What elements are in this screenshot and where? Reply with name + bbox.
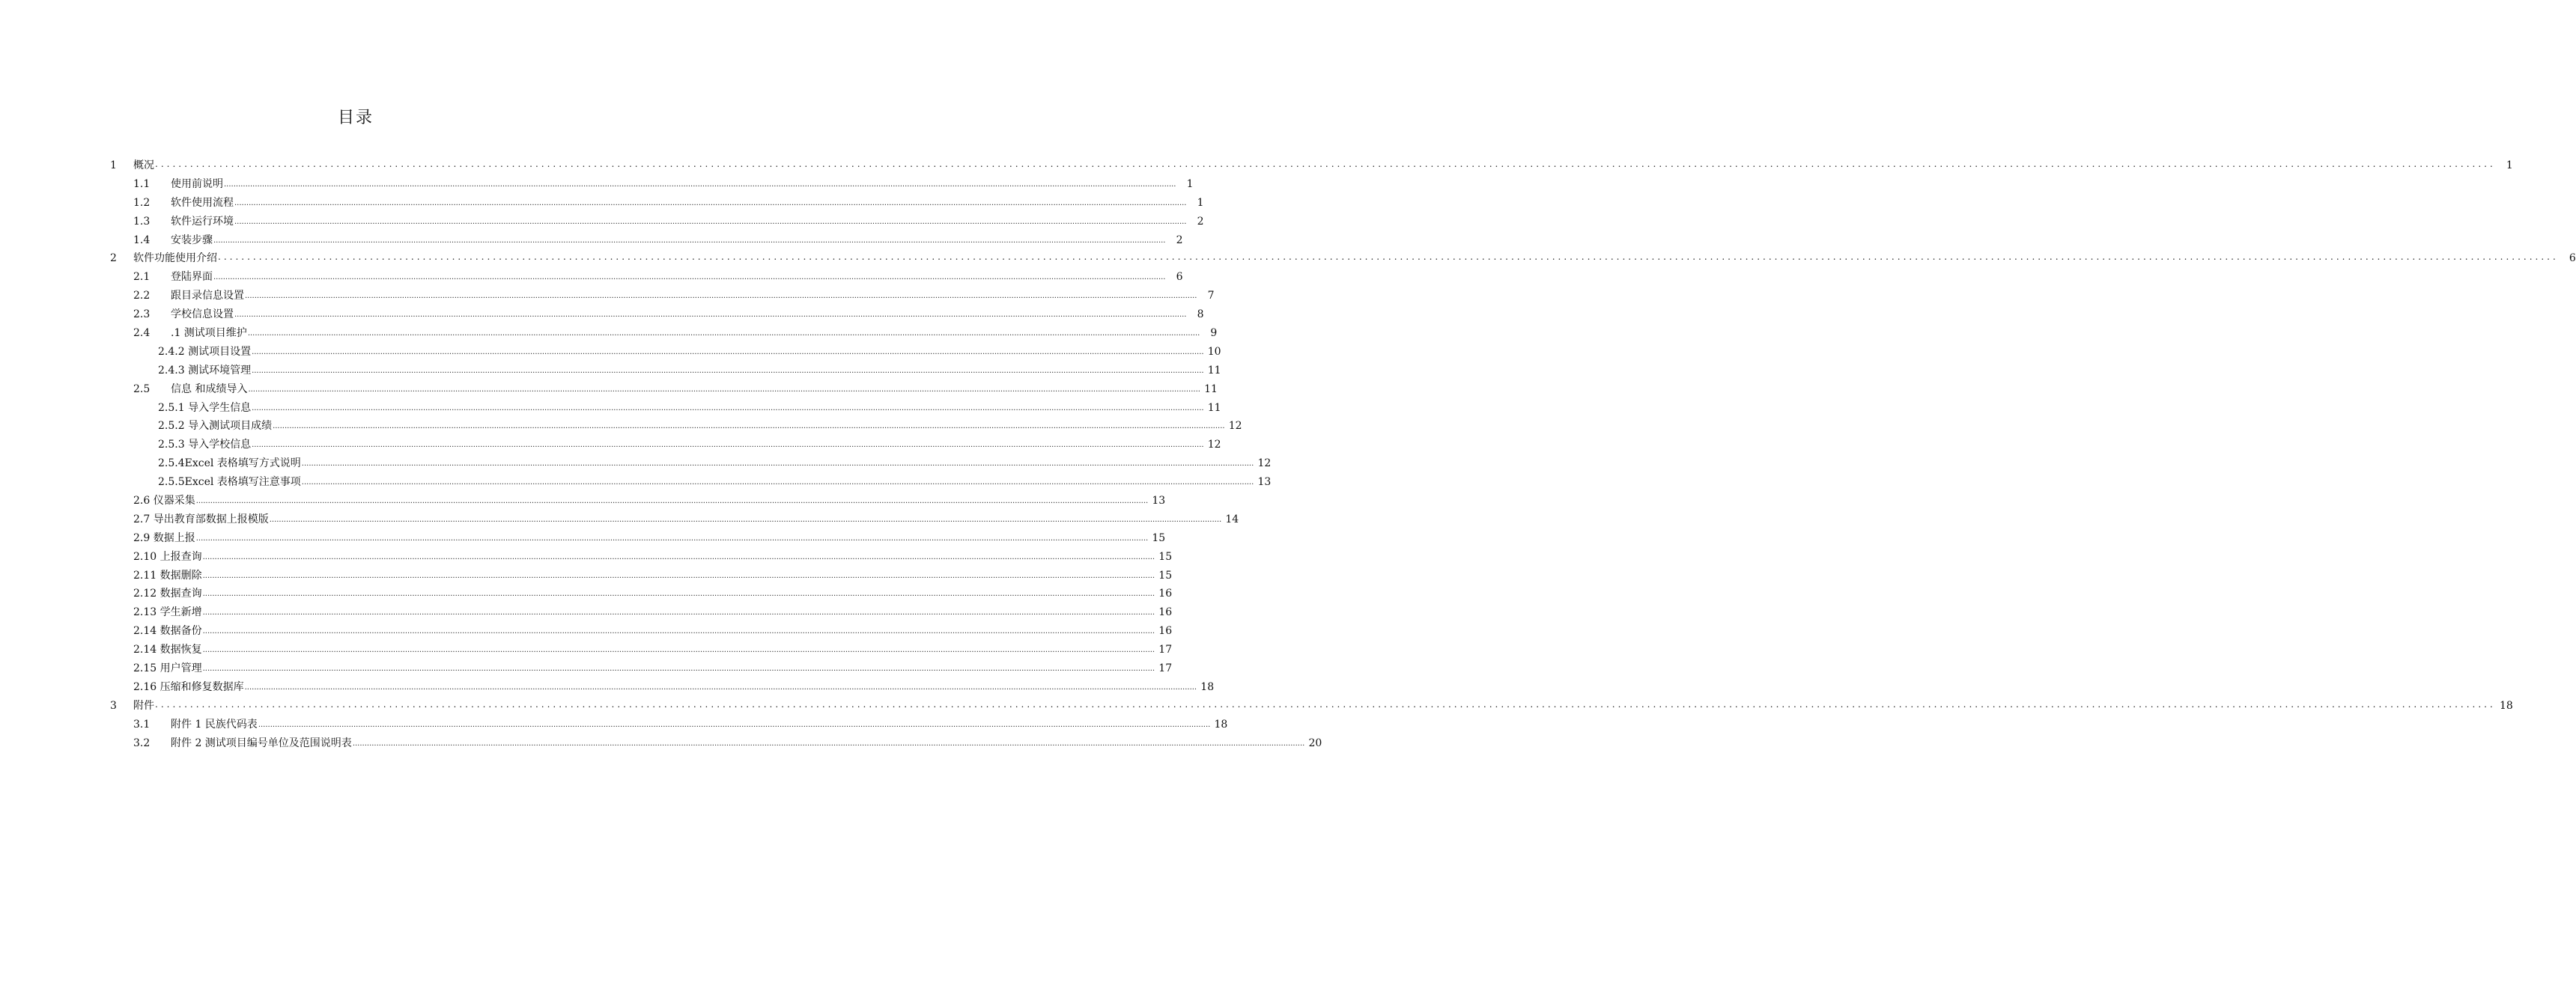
toc-page-number: 13 <box>1257 476 1272 489</box>
toc-page-number: 15 <box>1152 531 1166 544</box>
toc-row[interactable] <box>0 510 1239 529</box>
toc-entry-title[interactable]: 2.7 导出教育部数据上报模版 <box>133 513 269 525</box>
toc-row[interactable] <box>0 716 1228 734</box>
toc-page-number: 2 <box>1176 234 1183 246</box>
dot-leader: ................................................................................................................................................................................................................................................................................................................................................................................................................ <box>195 497 1149 506</box>
dot-leader: ................................................................................................................................................................................................................................................................................................................................................................................................................ <box>218 252 2559 263</box>
dot-leader: ................................................................................................................................................................................................................................................................................................................................................................................................................ <box>202 665 1155 674</box>
dot-leader: ................................................................................................................................................................................................................................................................................................................................................................................................................ <box>248 385 1200 394</box>
toc-section-number: 1 <box>110 159 117 171</box>
toc-row[interactable] <box>0 249 2576 268</box>
toc-row[interactable] <box>0 473 1272 492</box>
toc-page-number: 11 <box>1204 382 1218 395</box>
toc-page-number: 17 <box>1158 644 1173 656</box>
toc-row[interactable] <box>0 697 2513 716</box>
toc-section-number: 3 <box>110 699 117 712</box>
toc-entry-title[interactable]: 附件 2 测试项目编号单位及范围说明表 <box>171 737 352 749</box>
toc-entry-title[interactable]: 2.4.3 测试环境管理 <box>158 364 252 377</box>
toc-entry-title[interactable]: 2.14 数据备份 <box>133 625 202 638</box>
toc-page-number: 6 <box>2569 252 2576 265</box>
dot-leader: ................................................................................................................................................................................................................................................................................................................................................................................................................ <box>202 609 1155 618</box>
toc-entry-title[interactable]: 学校信息设置 <box>171 308 234 321</box>
dot-leader: ................................................................................................................................................................................................................................................................................................................................................................................................................ <box>202 627 1155 636</box>
toc-section-number: 1.1 <box>133 177 151 190</box>
toc-entry-title[interactable]: 2.15 用户管理 <box>133 662 202 675</box>
toc-page-number: 15 <box>1158 550 1173 563</box>
toc-section-number: 2 <box>110 252 117 265</box>
toc-row[interactable] <box>0 156 2513 175</box>
dot-leader: ................................................................................................................................................................................................................................................................................................................................................................................................................ <box>244 683 1197 692</box>
toc-entry-title[interactable]: 2.16 压缩和修复数据库 <box>133 680 244 693</box>
table-of-contents <box>0 156 2576 753</box>
toc-section-number: 1.4 <box>133 234 151 246</box>
toc-row[interactable] <box>0 548 1173 567</box>
toc-page-number: 20 <box>1308 737 1322 749</box>
toc-section-number: 3.1 <box>133 718 151 731</box>
toc-entry-title[interactable]: 2.10 上报查询 <box>133 550 202 563</box>
toc-page-number: 11 <box>1207 364 1221 377</box>
dot-leader: ................................................................................................................................................................................................................................................................................................................................................................................................................ <box>195 534 1149 543</box>
toc-page-number: 2 <box>1197 215 1204 228</box>
dot-leader: ................................................................................................................................................................................................................................................................................................................................................................................................................ <box>252 347 1204 356</box>
dot-leader: ................................................................................................................................................................................................................................................................................................................................................................................................................ <box>155 159 2496 169</box>
toc-section-number: 2.3 <box>133 308 151 321</box>
toc-row[interactable] <box>0 622 1173 641</box>
toc-section-number: 2.5 <box>133 382 151 395</box>
toc-entry-title[interactable]: 2.6 仪器采集 <box>133 495 195 507</box>
toc-page-number: 9 <box>1210 327 1218 340</box>
toc-row[interactable] <box>0 454 1272 473</box>
toc-entry-title[interactable]: 2.13 学生新增 <box>133 606 202 619</box>
dot-leader: ................................................................................................................................................................................................................................................................................................................................................................................................................ <box>213 236 1166 245</box>
toc-row[interactable] <box>0 567 1173 585</box>
toc-page-number: 8 <box>1197 308 1204 321</box>
toc-section-number: 2.4 <box>133 327 151 340</box>
toc-entry-title[interactable]: 2.11 数据删除 <box>133 569 202 582</box>
toc-row[interactable] <box>0 529 1166 548</box>
toc-row[interactable] <box>0 194 1204 213</box>
toc-entry-title[interactable]: 使用前说明 <box>171 177 223 190</box>
toc-page-number: 12 <box>1207 439 1221 451</box>
toc-entry-title[interactable]: 软件功能使用介绍 <box>133 252 217 265</box>
toc-entry-title[interactable]: 2.5.2 导入测试项目成绩 <box>158 420 273 433</box>
toc-entry-title[interactable]: 安装步骤 <box>171 234 213 246</box>
dot-leader: ................................................................................................................................................................................................................................................................................................................................................................................................................ <box>273 422 1225 431</box>
toc-row[interactable] <box>0 175 1194 194</box>
toc-row[interactable] <box>0 324 1218 343</box>
toc-entry-title[interactable]: 软件使用流程 <box>171 196 234 209</box>
dot-leader: ................................................................................................................................................................................................................................................................................................................................................................................................................ <box>234 198 1187 207</box>
toc-page-number: 18 <box>2499 699 2513 712</box>
toc-row[interactable] <box>0 231 1183 250</box>
toc-page-number: 16 <box>1158 588 1173 600</box>
dot-leader: ................................................................................................................................................................................................................................................................................................................................................................................................................ <box>224 180 1176 189</box>
toc-section-number: 1.2 <box>133 196 151 209</box>
dot-leader: ................................................................................................................................................................................................................................................................................................................................................................................................................ <box>245 292 1197 301</box>
toc-entry-title[interactable]: 2.14 数据恢复 <box>133 644 202 656</box>
dot-leader: ................................................................................................................................................................................................................................................................................................................................................................................................................ <box>301 478 1254 487</box>
toc-row[interactable] <box>0 362 1221 380</box>
dot-leader: ................................................................................................................................................................................................................................................................................................................................................................................................................ <box>247 329 1200 338</box>
toc-entry-title[interactable]: 软件运行环境 <box>171 215 234 228</box>
dot-leader: ................................................................................................................................................................................................................................................................................................................................................................................................................ <box>252 366 1204 375</box>
toc-entry-title[interactable]: 概况 <box>133 159 154 171</box>
dot-leader: ................................................................................................................................................................................................................................................................................................................................................................................................................ <box>202 646 1155 655</box>
toc-section-number: 3.2 <box>133 737 151 749</box>
toc-page-number: 1 <box>1186 177 1194 190</box>
toc-entry-title[interactable]: 2.5.4Excel 表格填写方式说明 <box>158 457 301 470</box>
toc-page-number: 14 <box>1225 513 1239 525</box>
toc-entry-title[interactable]: 2.12 数据查询 <box>133 588 202 600</box>
toc-row[interactable] <box>0 659 1173 678</box>
toc-row[interactable] <box>0 585 1173 603</box>
toc-page-number: 18 <box>1214 718 1228 731</box>
dot-leader: ................................................................................................................................................................................................................................................................................................................................................................................................................ <box>252 403 1204 412</box>
toc-page-number: 1 <box>1197 196 1204 209</box>
toc-page-number: 12 <box>1257 457 1272 470</box>
toc-entry-title[interactable]: 跟目录信息设置 <box>171 290 244 302</box>
toc-page-number: 10 <box>1207 345 1221 358</box>
dot-leader: ................................................................................................................................................................................................................................................................................................................................................................................................................ <box>202 571 1155 580</box>
toc-row[interactable] <box>0 343 1221 362</box>
toc-row[interactable] <box>0 399 1221 418</box>
toc-section-number: 2.1 <box>133 271 151 284</box>
page-title: 目录 <box>337 109 374 127</box>
toc-page-number: 16 <box>1158 625 1173 638</box>
toc-entry-title[interactable]: 2.5.3 导入学校信息 <box>158 439 252 451</box>
dot-leader: ................................................................................................................................................................................................................................................................................................................................................................................................................ <box>352 739 1305 748</box>
toc-row[interactable] <box>0 213 1204 231</box>
toc-row[interactable] <box>0 641 1173 659</box>
toc-page-number: 7 <box>1207 290 1215 302</box>
dot-leader: ................................................................................................................................................................................................................................................................................................................................................................................................................ <box>234 311 1187 320</box>
dot-leader: ................................................................................................................................................................................................................................................................................................................................................................................................................ <box>258 720 1211 729</box>
dot-leader: ................................................................................................................................................................................................................................................................................................................................................................................................................ <box>213 273 1166 282</box>
toc-page-number: 12 <box>1228 420 1242 433</box>
dot-leader: ................................................................................................................................................................................................................................................................................................................................................................................................................ <box>202 590 1155 599</box>
toc-row[interactable] <box>0 603 1173 622</box>
toc-section-number: 2.2 <box>133 290 151 302</box>
toc-row[interactable] <box>0 678 1215 697</box>
toc-entry-title[interactable]: 附件 <box>133 699 154 712</box>
dot-leader: ................................................................................................................................................................................................................................................................................................................................................................................................................ <box>234 217 1187 226</box>
toc-row[interactable] <box>0 287 1215 305</box>
dot-leader: ................................................................................................................................................................................................................................................................................................................................................................................................................ <box>269 515 1222 524</box>
toc-page-number: 11 <box>1207 401 1221 414</box>
toc-entry-title[interactable]: 2.4.2 测试项目设置 <box>158 345 252 358</box>
toc-page-number: 13 <box>1152 495 1166 507</box>
toc-row[interactable] <box>0 305 1204 324</box>
toc-row[interactable] <box>0 492 1166 510</box>
dot-leader: ................................................................................................................................................................................................................................................................................................................................................................................................................ <box>202 552 1155 561</box>
toc-section-number: 1.3 <box>133 215 151 228</box>
toc-page-number: 16 <box>1158 606 1173 619</box>
toc-row[interactable] <box>0 436 1221 454</box>
toc-page-number: 18 <box>1200 680 1215 693</box>
toc-entry-title[interactable]: 2.5.5Excel 表格填写注意事项 <box>158 476 301 489</box>
toc-page-number: 15 <box>1158 569 1173 582</box>
toc-page-number: 1 <box>2506 159 2513 171</box>
toc-row[interactable] <box>0 268 1183 287</box>
toc-row[interactable] <box>0 417 1242 436</box>
dot-leader: ................................................................................................................................................................................................................................................................................................................................................................................................................ <box>252 441 1204 450</box>
dot-leader: ................................................................................................................................................................................................................................................................................................................................................................................................................ <box>301 460 1254 469</box>
toc-entry-title[interactable]: 2.9 数据上报 <box>133 531 195 544</box>
toc-entry-title[interactable]: 信息 和成绩导入 <box>171 382 248 395</box>
toc-entry-title[interactable]: 登陆界面 <box>171 271 213 284</box>
toc-page-number: 6 <box>1176 271 1183 284</box>
dot-leader: ................................................................................................................................................................................................................................................................................................................................................................................................................ <box>155 698 2496 710</box>
toc-page-number: 17 <box>1158 662 1173 675</box>
toc-entry-title[interactable]: 2.5.1 导入学生信息 <box>158 401 252 414</box>
toc-row[interactable] <box>0 380 1218 399</box>
toc-entry-title[interactable]: .1 测试项目维护 <box>171 327 247 340</box>
toc-row[interactable] <box>0 734 1322 753</box>
toc-entry-title[interactable]: 附件 1 民族代码表 <box>171 718 258 731</box>
